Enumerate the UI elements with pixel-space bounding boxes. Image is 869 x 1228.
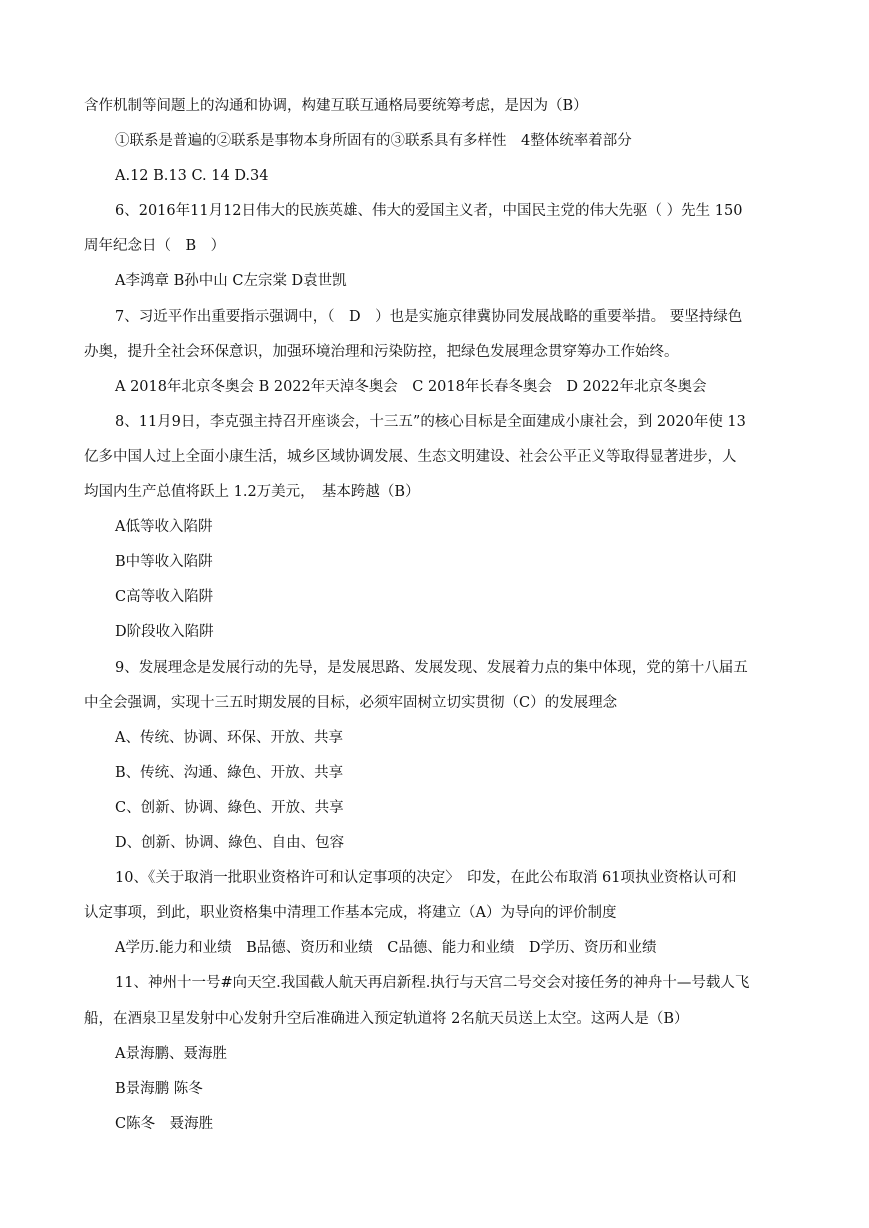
- text-line-q8-option-b: B中等收入陷阱: [115, 554, 213, 570]
- text-line-q10-stem-cont: 认定事项，到此，职业资格集中清理工作基本完成，将建立（A）为导向的评价制度: [84, 905, 617, 921]
- text-line-q9-stem-cont: 中全会强调，实现十三五时期发展的目标，必须牢固树立切实贯彻（C）的发展理念: [84, 695, 618, 711]
- text-line-q11-stem: 11、神州十一号#向天空.我国截人航天再启新程.执行与天宫二号交会对接任务的神舟十—号载人飞: [115, 975, 750, 991]
- text-line-q6-stem: 6、2016年11月12日伟大的民族英雄、伟大的爱国主义者，中国民主党的伟大先驱（ ）先生 150: [115, 203, 743, 219]
- text-line-q7-options: A 2018年北京冬奥会 B 2022年天淖冬奥会 C 2018年长春冬奥会 D 2022年北京冬奥会: [115, 379, 707, 395]
- text-line-q11-option-b: B景海鹏 陈冬: [115, 1081, 203, 1097]
- text-line-q6-options: A李鸿章 B孙中山 C左宗棠 D袁世凯: [115, 273, 347, 289]
- text-line-q9-option-b: B、传统、沟通、綠色、开放、共享: [115, 765, 344, 781]
- text-line-q5-options: A.12 B.13 C. 14 D.34: [115, 168, 269, 184]
- text-line-q9-option-a: A、传统、协调、环保、开放、共享: [115, 730, 343, 746]
- text-line-q9-option-d: D、创新、协调、綠色、自由、包容: [115, 835, 345, 851]
- text-line-q5-stem: 含作机制等间题上的沟通和协调，构建互联互通格局要统筹考虑，是因为（B）: [84, 98, 588, 114]
- text-line-q9-option-c: C、创新、协调、綠色、开放、共享: [115, 800, 344, 816]
- text-line-q8-option-a: A低等收入陷阱: [115, 519, 213, 535]
- text-line-q11-option-a: A景海鹏、聂海胜: [115, 1046, 227, 1062]
- text-line-q8-option-d: D阶段收入陷阱: [115, 624, 214, 640]
- text-line-q8-stem-cont2: 均国内生产总值将跃上 1.2万美元， 基本跨越（B）: [84, 484, 420, 500]
- text-line-q9-stem: 9、发展理念是发展行动的先导，是发展思路、发展发现、发展着力点的集中体现，党的第十八届五: [115, 660, 748, 676]
- text-line-q5-statements: ①联系是普遍的②联系是事物本身所固有的③联系具有多样性 4整体统率着部分: [115, 133, 632, 149]
- text-line-q8-option-c: C高等收入陷阱: [115, 589, 214, 605]
- text-line-q6-stem-cont: 周年纪念日（ B ）: [84, 238, 226, 254]
- text-line-q8-stem-cont1: 亿多中国人过上全面小康生活，城乡区域协调发展、生态文明建设、社会公平正义等取得显著进步，人: [84, 449, 737, 465]
- text-line-q10-options: A学历.能力和业绩 B品德、资历和业绩 C品德、能力和业绩 D学历、资历和业绩: [115, 940, 657, 956]
- text-line-q7-stem-cont: 办奥，提升全社会环保意识，加强环境治理和污染防控，把绿色发展理念贯穿筹办工作始终。: [84, 344, 679, 360]
- text-line-q7-stem: 7、习近平作出重要指示强调中，（ D ）也是实施京律冀协同发展战略的重要举措。 要坚持绿色: [115, 309, 743, 325]
- text-line-q10-stem: 10、《关于取消一批职业资格许可和认定事项的决定〉 印发，在此公布取消 61项执业资格认可和: [115, 870, 737, 886]
- text-line-q11-option-c: C陈冬 聂海胜: [115, 1116, 214, 1132]
- text-line-q8-stem: 8、11月9日，李克强主持召开座谈会，十三五”的核心目标是全面建成小康社会，到 2020年使 13: [115, 414, 746, 430]
- text-line-q11-stem-cont: 船，在酒泉卫星发射中心发射升空后准确进入预定轨道将 2名航天员送上太空。这两人是（B）: [84, 1011, 689, 1027]
